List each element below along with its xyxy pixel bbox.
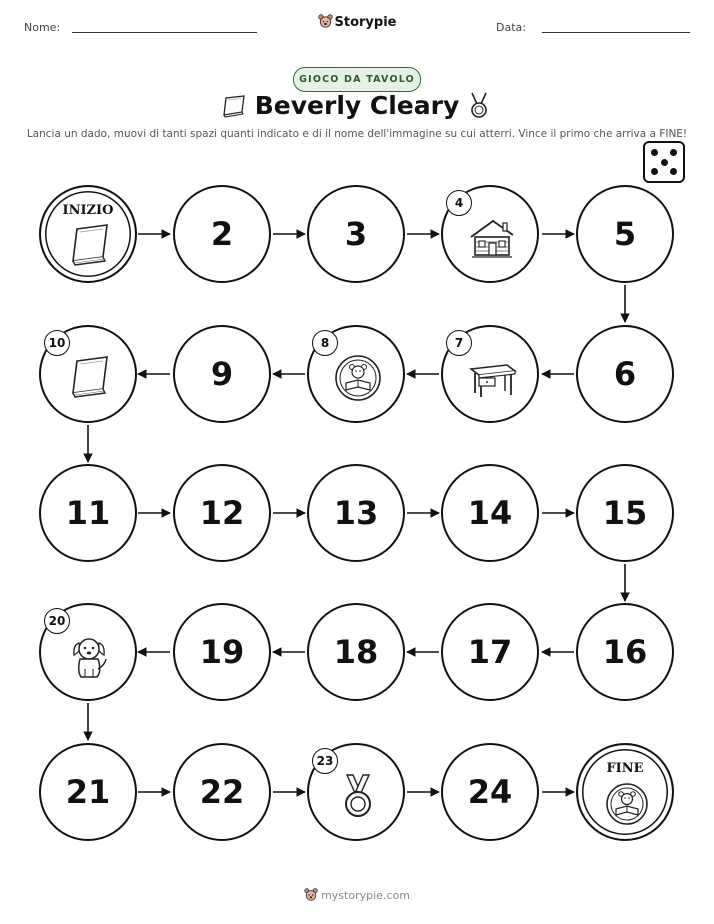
- brand-name: Storypie: [334, 15, 397, 30]
- start-label: INIZIO: [62, 203, 114, 218]
- space-11[interactable]: 11: [39, 464, 137, 562]
- space-2[interactable]: 2: [173, 185, 271, 283]
- puppy-icon: [65, 631, 115, 681]
- space-4[interactable]: [441, 185, 539, 283]
- space-23[interactable]: [307, 743, 405, 841]
- book-icon: [65, 221, 115, 271]
- space-8[interactable]: [307, 325, 405, 423]
- space-14[interactable]: 14: [441, 464, 539, 562]
- medal-icon: [333, 771, 383, 821]
- space-8-badge: 8: [312, 330, 338, 356]
- space-10-badge: 10: [44, 330, 70, 356]
- cabin-icon: [467, 213, 517, 263]
- space-7[interactable]: [441, 325, 539, 423]
- reading-bear-icon: [602, 779, 652, 829]
- space-15[interactable]: 15: [576, 464, 674, 562]
- desk-icon: [467, 353, 517, 403]
- space-start[interactable]: [39, 185, 137, 283]
- space-5[interactable]: 5: [576, 185, 674, 283]
- space-17[interactable]: 17: [441, 603, 539, 701]
- space-end[interactable]: [576, 743, 674, 841]
- book-icon: [65, 353, 115, 403]
- category-badge: GIOCO DA TAVOLO: [293, 67, 421, 92]
- space-13[interactable]: 13: [307, 464, 405, 562]
- space-10[interactable]: [39, 325, 137, 423]
- end-label: FINE: [606, 761, 644, 776]
- space-19[interactable]: 19: [173, 603, 271, 701]
- space-18[interactable]: 18: [307, 603, 405, 701]
- space-12[interactable]: 12: [173, 464, 271, 562]
- space-4-badge: 4: [446, 190, 472, 216]
- reading-bear-icon: [333, 353, 383, 403]
- bear-icon: [304, 888, 318, 901]
- space-24[interactable]: 24: [441, 743, 539, 841]
- space-6[interactable]: 6: [576, 325, 674, 423]
- space-23-badge: 23: [312, 748, 338, 774]
- space-20[interactable]: [39, 603, 137, 701]
- footer: [0, 888, 714, 902]
- page-title: Beverly Cleary: [254, 91, 460, 120]
- space-20-badge: 20: [44, 608, 70, 634]
- name-label: Nome:: [24, 21, 61, 34]
- space-9[interactable]: 9: [173, 325, 271, 423]
- space-21[interactable]: 21: [39, 743, 137, 841]
- space-3[interactable]: 3: [307, 185, 405, 283]
- space-16[interactable]: 16: [576, 603, 674, 701]
- space-22[interactable]: 22: [173, 743, 271, 841]
- space-7-badge: 7: [446, 330, 472, 356]
- footer-url[interactable]: mystorypie.com: [321, 889, 410, 902]
- instructions: Lancia un dado, muovi di tanti spazi quanti indicato e di il nome dell'immagine su cui atterri. Vince il primo che arriva a FINE!: [26, 128, 688, 140]
- date-label: Data:: [496, 21, 526, 34]
